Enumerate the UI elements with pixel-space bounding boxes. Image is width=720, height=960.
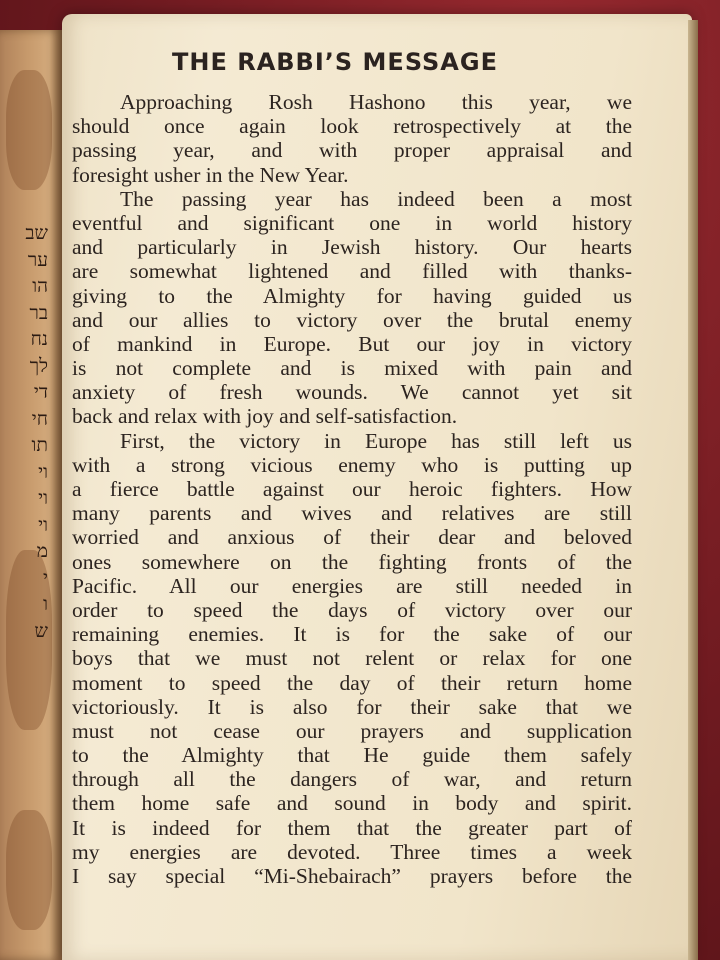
page-edge bbox=[688, 20, 698, 960]
hebrew-margin-text bbox=[4, 220, 48, 644]
text-line: I say special “Mi-Shebairach” prayers before the bbox=[72, 864, 632, 888]
facing-page bbox=[0, 30, 62, 960]
hebrew-fragment: תו bbox=[31, 434, 48, 456]
text-line: It is indeed for them that the greater part of bbox=[72, 815, 632, 840]
text-line: giving to the Almighty for having guided us bbox=[72, 283, 632, 308]
hebrew-fragment: וי bbox=[38, 487, 48, 509]
text-line: The passing year has indeed been a most bbox=[120, 186, 632, 211]
text-line: First, the victory in Europe has still left us bbox=[120, 428, 632, 453]
paper-stain bbox=[6, 70, 52, 190]
hebrew-fragment: מ bbox=[36, 540, 48, 562]
text-line: Pacific. All our energies are still needed in bbox=[72, 573, 632, 598]
text-line: is not complete and is mixed with pain and bbox=[72, 356, 632, 381]
text-line: through all the dangers of war, and return bbox=[72, 767, 632, 792]
text-line: a fierce battle against our heroic fighters. How bbox=[72, 477, 632, 501]
hebrew-fragment: נח bbox=[30, 328, 48, 350]
text-line: are somewhat lightened and filled with thanks- bbox=[72, 259, 632, 284]
page-title: THE RABBI’S MESSAGE bbox=[172, 48, 498, 76]
hebrew-fragment: לך bbox=[29, 354, 48, 377]
text-line: foresight usher in the New Year. bbox=[72, 162, 349, 187]
hebrew-fragment: ו bbox=[43, 593, 48, 615]
hebrew-fragment: הו bbox=[32, 275, 48, 297]
text-line: worried and anxious of their dear and beloved bbox=[72, 525, 632, 550]
text-line: remaining enemies. It is for the sake of our bbox=[72, 622, 632, 647]
hebrew-fragment: חי bbox=[31, 407, 48, 430]
text-line: and our allies to victory over the brutal enemy bbox=[72, 307, 632, 332]
text-line: anxiety of fresh wounds. We cannot yet sit bbox=[72, 380, 632, 405]
text-line: of mankind in Europe. But our joy in victory bbox=[72, 331, 632, 356]
text-line: boys that we must not relent or relax for one bbox=[72, 646, 632, 671]
text-line: must not cease our prayers and supplication bbox=[72, 718, 632, 743]
text-line: should once again look retrospectively at the bbox=[72, 114, 632, 139]
text-line: and particularly in Jewish history. Our hearts bbox=[72, 235, 632, 260]
hebrew-fragment: די bbox=[33, 381, 48, 403]
text-line: with a strong vicious enemy who is putting up bbox=[72, 452, 632, 477]
text-line: back and relax with joy and self-satisfaction. bbox=[72, 404, 458, 429]
hebrew-fragment: וי bbox=[38, 460, 48, 483]
hebrew-fragment: י bbox=[43, 566, 48, 589]
text-line: passing year, and with proper appraisal and bbox=[72, 138, 632, 163]
hebrew-fragment: בר bbox=[29, 301, 48, 324]
text-line: order to speed the days of victory over our bbox=[72, 597, 632, 622]
hebrew-fragment: וי bbox=[38, 513, 48, 536]
text-line: my energies are devoted. Three times a week bbox=[72, 839, 632, 864]
text-line: moment to speed the day of their return home bbox=[72, 670, 632, 695]
hebrew-fragment: ער bbox=[27, 248, 48, 271]
text-line: to the Almighty that He guide them safely bbox=[72, 743, 632, 768]
hebrew-fragment: שב bbox=[25, 222, 48, 244]
hebrew-fragment: ש bbox=[34, 619, 48, 642]
text-line: them home safe and sound in body and spirit. bbox=[72, 791, 632, 816]
text-line: ones somewhere on the fighting fronts of the bbox=[72, 549, 632, 574]
paper-stain bbox=[6, 810, 52, 930]
message-body bbox=[72, 90, 632, 888]
text-line: many parents and wives and relatives are still bbox=[72, 501, 632, 526]
text-line: victoriously. It is also for their sake that we bbox=[72, 694, 632, 719]
text-line: eventful and significant one in world history bbox=[72, 210, 632, 235]
text-line: Approaching Rosh Hashono this year, we bbox=[120, 90, 632, 114]
